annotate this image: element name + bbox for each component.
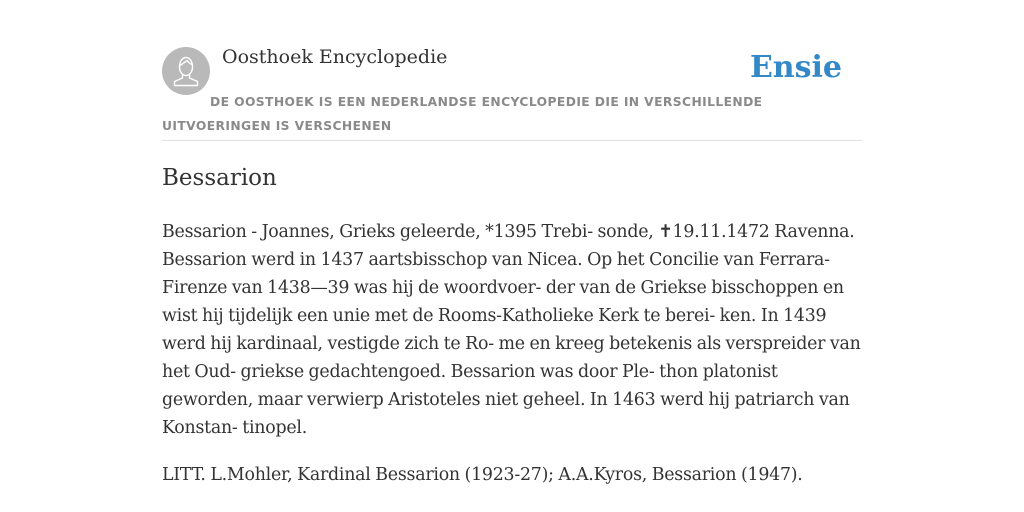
article-title: Bessarion [162,165,277,191]
source-description: DE OOSTHOEK IS EEN NEDERLANDSE ENCYCLOPEDIE DIE IN VERSCHILLENDE UITVOERINGEN IS VERSCHENEN [162,95,763,133]
source-header [162,44,862,141]
user-silhouette-icon [162,47,210,95]
source-title-link[interactable]: Oosthoek Encyclopedie [222,46,448,68]
article-body: Bessarion - Joannes, Grieks geleerde, *1395 Trebi- sonde, ✝19.11.1472 Ravenna. Bessarion werd in 1437 aartsbisschop van Nicea. Op het Concilie van Ferrara-Firenze van 1438—39 was hij de woordvoer- der van de Griekse bisschoppen en wist hij tijdelijk een unie met de Rooms-Katholieke Kerk te berei- ken. In 1439 werd hij kardinaal, vestigde zich te Ro- me en kreeg betekenis als verspreider van het Oud- griekse gedachtengoed. Bessarion was door Ple- thon platonist geworden, maar verwierp Aristoteles niet geheel. In 1463 werd hij patriarch van Konstan- tinopel. [162,222,861,438]
ensie-logo-link[interactable]: Ensie [749,50,842,85]
article-references: LITT. L.Mohler, Kardinal Bessarion (1923-27); A.A.Kyros, Bessarion (1947). [162,465,803,485]
source-avatar[interactable] [162,47,210,95]
article [162,160,862,489]
